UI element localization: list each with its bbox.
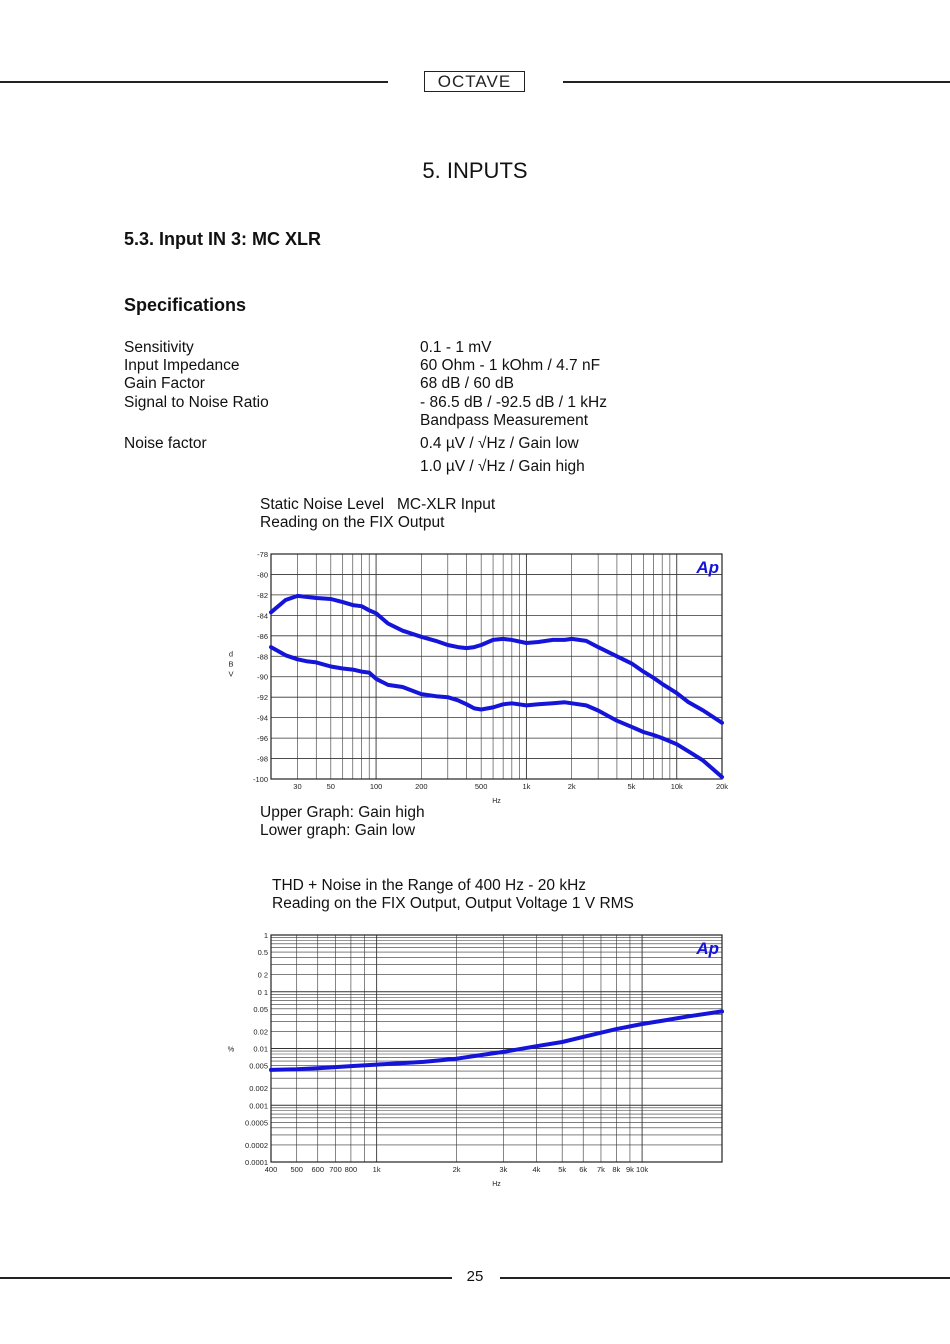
chart1-caption-line2: Reading on the FIX Output	[260, 514, 445, 531]
y-tick-label: 0.005	[249, 1061, 268, 1071]
x-tick-label: 1k	[372, 1165, 381, 1174]
y-tick-label: 0 2	[257, 970, 268, 980]
x-tick-label: 2k	[452, 1165, 461, 1174]
spec-value: 68 dB / 60 dB	[420, 375, 514, 392]
y-axis-label: V	[228, 669, 234, 679]
x-tick-label: 700	[329, 1165, 342, 1174]
spec-label: Sensitivity	[124, 339, 194, 356]
x-tick-label: 6k	[579, 1165, 588, 1174]
y-tick-label: -94	[257, 713, 268, 723]
spec-label: Noise factor	[124, 435, 207, 452]
x-tick-label: 200	[415, 782, 428, 791]
y-tick-label: -92	[257, 693, 268, 703]
spec-label: Input Impedance	[124, 357, 240, 374]
y-tick-label: -88	[257, 652, 268, 662]
y-tick-label: 0.02	[253, 1027, 268, 1037]
chart2-caption-line2: Reading on the FIX Output, Output Voltage 1 V RMS	[272, 895, 634, 912]
x-tick-label: 8k	[612, 1165, 621, 1174]
chart1-caption-line1: Static Noise Level MC-XLR Input	[260, 496, 496, 513]
ap-logo: Ap	[696, 939, 719, 958]
y-axis-label: %	[227, 1044, 235, 1054]
spec-value: 0.4 µV / √Hz / Gain low	[420, 435, 579, 452]
specifications-heading: Specifications	[124, 295, 247, 315]
x-tick-label: 100	[369, 782, 383, 791]
y-tick-label: 0.0001	[245, 1158, 268, 1167]
y-tick-label: 0.0005	[245, 1118, 268, 1128]
y-tick-label: 0.5	[257, 948, 268, 958]
y-axis-label: B	[228, 659, 234, 669]
x-tick-label: 600	[311, 1165, 325, 1174]
chart1-note-line2: Lower graph: Gain low	[260, 822, 416, 839]
x-axis-label: Hz	[492, 1181, 501, 1188]
y-tick-label: -98	[257, 754, 268, 764]
x-tick-label: 1k	[522, 782, 531, 791]
y-tick-label: -86	[257, 631, 268, 641]
spec-value: Bandpass Measurement	[420, 412, 589, 429]
ap-logo: Ap	[696, 558, 719, 577]
spec-label: Gain Factor	[124, 375, 205, 392]
chart2-caption-line1: THD + Noise in the Range of 400 Hz - 20 kHz	[272, 877, 587, 894]
x-tick-label: 5k	[627, 782, 636, 791]
spec-value: 0.1 - 1 mV	[420, 339, 492, 356]
y-tick-label: -84	[257, 611, 268, 621]
x-tick-label: 7k	[597, 1165, 605, 1174]
spec-value: - 86.5 dB / -92.5 dB / 1 kHz	[420, 394, 607, 411]
chapter-title: 5. INPUTS	[422, 158, 528, 183]
x-tick-label: 3k	[499, 1165, 508, 1174]
y-tick-label: 0.001	[249, 1101, 268, 1111]
x-tick-label: 30	[293, 782, 302, 791]
x-tick-label: 500	[474, 782, 488, 791]
spec-label: Signal to Noise Ratio	[124, 394, 269, 411]
y-tick-label: 0.05	[253, 1004, 268, 1014]
x-tick-label: 500	[290, 1165, 303, 1174]
y-tick-label: -90	[257, 672, 268, 682]
x-tick-label: 800	[344, 1165, 358, 1174]
y-tick-label: 0 1	[257, 987, 268, 997]
x-tick-label: 2k	[567, 782, 576, 791]
chart1-note-line1: Upper Graph: Gain high	[260, 804, 425, 821]
logo-text: OCTAVE	[437, 71, 512, 91]
page-number: 25	[466, 1268, 484, 1285]
section-title: 5.3. Input IN 3: MC XLR	[124, 229, 322, 249]
x-tick-label: 10k	[636, 1165, 649, 1174]
y-axis-label: d	[228, 649, 234, 659]
y-tick-label: 0.002	[249, 1084, 268, 1094]
y-tick-label: -80	[257, 570, 268, 580]
x-tick-label: 4k	[532, 1165, 541, 1174]
y-tick-label: 0.01	[253, 1044, 268, 1054]
spec-value: 1.0 µV / √Hz / Gain high	[420, 458, 585, 475]
x-tick-label: 20k	[715, 782, 729, 791]
x-tick-label: 400	[264, 1165, 278, 1174]
x-axis-label: Hz	[492, 798, 501, 805]
y-tick-label: -96	[257, 734, 268, 744]
x-tick-label: 9k	[625, 1165, 634, 1174]
y-tick-label: -82	[257, 590, 268, 600]
y-tick-label: 1	[263, 931, 268, 940]
y-tick-label: -78	[257, 550, 268, 559]
y-tick-label: 0.0002	[245, 1140, 268, 1150]
x-tick-label: 50	[326, 782, 335, 791]
x-tick-label: 10k	[670, 782, 683, 791]
x-tick-label: 5k	[558, 1165, 567, 1174]
spec-value: 60 Ohm - 1 kOhm / 4.7 nF	[420, 357, 601, 374]
y-tick-label: -100	[252, 775, 268, 784]
